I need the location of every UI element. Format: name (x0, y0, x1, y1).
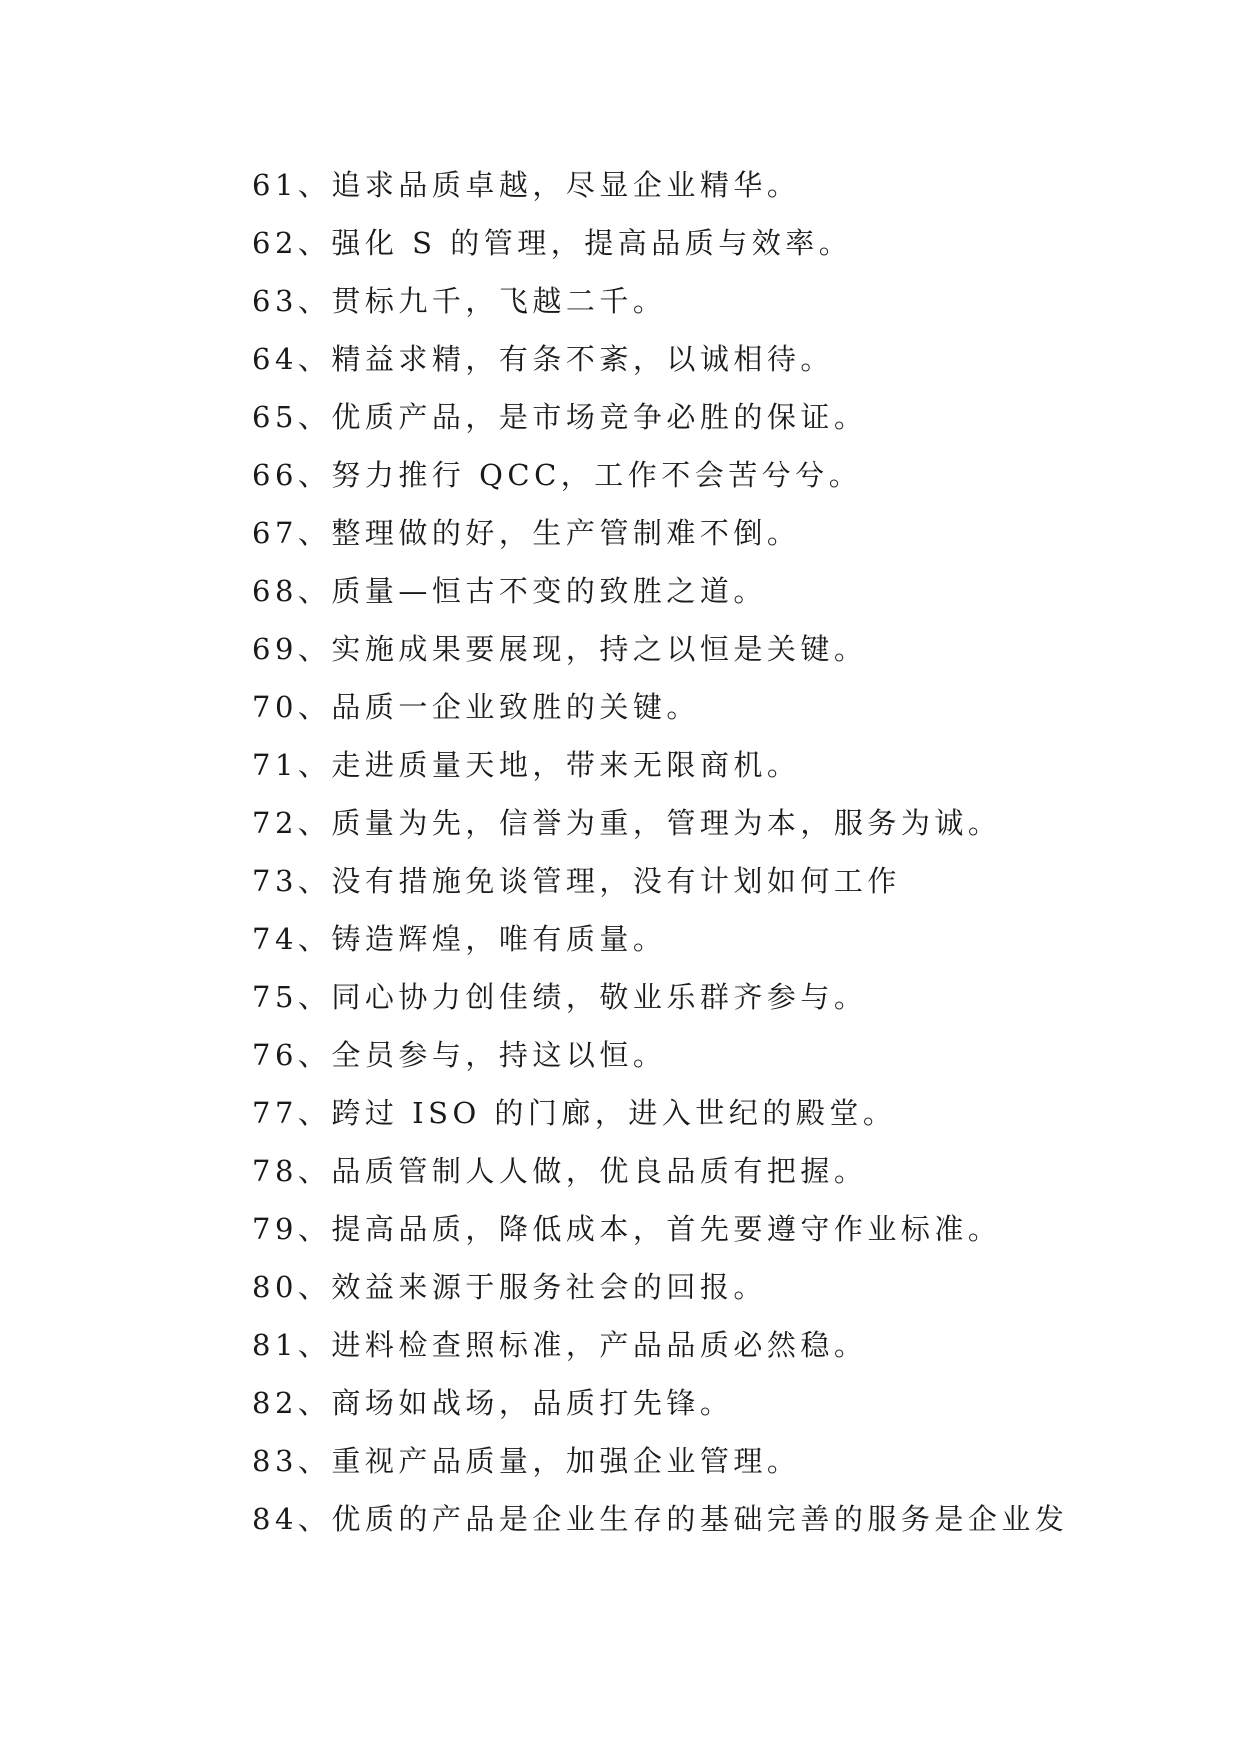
list-item: 62、强化 S 的管理，提高品质与效率。 (252, 226, 853, 260)
list-item: 78、品质管制人人做，优良品质有把握。 (252, 1154, 868, 1188)
list-item: 64、精益求精，有条不紊，以诚相待。 (252, 342, 834, 376)
list-item: 68、质量—恒古不变的致胜之道。 (252, 574, 767, 608)
list-item: 76、全员参与，持这以恒。 (252, 1038, 667, 1072)
list-item: 71、走进质量天地，带来无限商机。 (252, 748, 801, 782)
list-item: 80、效益来源于服务社会的回报。 (252, 1270, 767, 1304)
list-item: 74、铸造辉煌，唯有质量。 (252, 922, 667, 956)
list-item: 82、商场如战场，品质打先锋。 (252, 1386, 734, 1420)
list-item: 70、品质一企业致胜的关键。 (252, 690, 700, 724)
list-item: 84、优质的产品是企业生存的基础完善的服务是企业发 (252, 1502, 1069, 1536)
slogan-list (252, 160, 1152, 1552)
list-item: 69、实施成果要展现，持之以恒是关键。 (252, 632, 868, 666)
list-item: 77、跨过 ISO 的门廊，进入世纪的殿堂。 (252, 1096, 897, 1130)
list-item: 75、同心协力创佳绩，敬业乐群齐参与。 (252, 980, 868, 1014)
list-item: 66、努力推行 QCC，工作不会苦兮兮。 (252, 458, 863, 492)
list-item: 73、没有措施免谈管理，没有计划如何工作 (252, 864, 901, 898)
list-item: 83、重视产品质量，加强企业管理。 (252, 1444, 801, 1478)
list-item: 61、追求品质卓越，尽显企业精华。 (252, 168, 801, 202)
list-item: 81、进料检查照标准，产品品质必然稳。 (252, 1328, 868, 1362)
list-item: 79、提高品质，降低成本，首先要遵守作业标准。 (252, 1212, 1002, 1246)
list-item: 65、优质产品，是市场竞争必胜的保证。 (252, 400, 868, 434)
list-item: 67、整理做的好，生产管制难不倒。 (252, 516, 801, 550)
list-item: 72、质量为先，信誉为重，管理为本，服务为诚。 (252, 806, 1002, 840)
list-item: 63、贯标九千，飞越二千。 (252, 284, 667, 318)
